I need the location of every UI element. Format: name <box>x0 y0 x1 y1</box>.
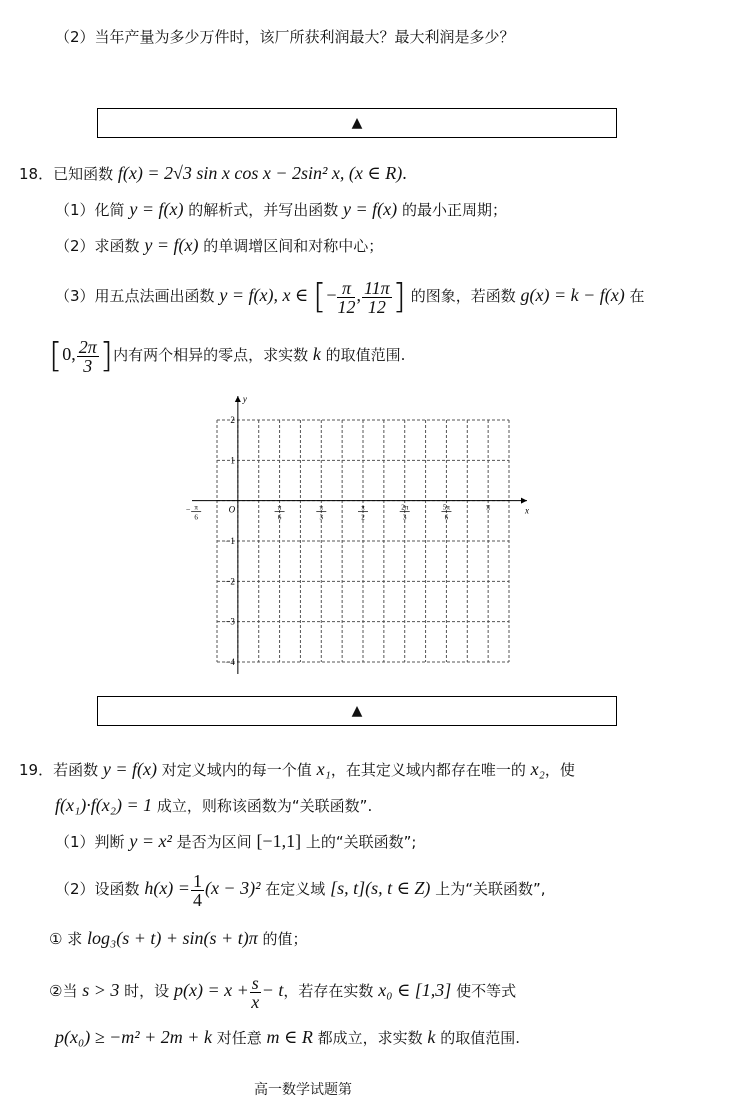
q19-sub2 <box>49 968 516 1013</box>
q18-part2-f: y = f(x) <box>144 235 199 255</box>
q19-sub2-c: ，若存在实数 <box>283 982 374 1000</box>
q18-part3-d: 内有两个相异的零点，求实数 <box>113 346 309 364</box>
q18-part3-c: 在 <box>629 287 645 305</box>
q18-part2-b: 的单调增区间和对称中心； <box>203 237 384 255</box>
x-tick-label: 6 <box>277 513 282 522</box>
q19-part2-h-tail: (x − 3)² <box>204 878 261 898</box>
q19-part2-b: 在定义域 <box>265 880 326 898</box>
q18-part1-a: （1）化简 <box>55 201 125 219</box>
q19-sub1-f: log₃(s + t) + sin(s + t)π <box>87 928 258 948</box>
y-axis-arrow-icon <box>235 396 241 402</box>
q19-sub2-a: ②当 <box>49 982 78 1000</box>
q19-stem-a: 若函数 <box>53 761 99 779</box>
answer-box-2[interactable] <box>97 696 617 726</box>
q19-stem-x1: x₁ <box>316 759 331 779</box>
q19-sub1-a: ① 求 <box>49 930 83 948</box>
q18-part1-f2: y = f(x) <box>343 199 398 219</box>
answer-marker-icon: ▲ <box>351 703 363 719</box>
q18-part3-e: 的取值范围. <box>325 346 406 364</box>
q19-stem-b: 对定义域内的每一个值 <box>161 761 312 779</box>
q19-part2-c: 上为“关联函数”, <box>435 880 546 898</box>
interval-close-bracket: ] <box>392 277 406 317</box>
q18-part1 <box>55 198 507 221</box>
q18-part1-b: 的解析式，并写出函数 <box>188 201 339 219</box>
frac-right: $\frac{11\pi}{12}$ <box>363 277 390 317</box>
q19-sub2-b: 时，设 <box>124 982 170 1000</box>
grid-lines <box>217 420 509 662</box>
y-tick-label: −4 <box>225 657 235 667</box>
interval2-close-bracket: ] <box>99 336 114 376</box>
tick-labels <box>186 394 529 667</box>
frac-2pi-3: $\frac{2\pi}{3}$ <box>78 336 97 376</box>
q18-stem-prefix: 已知函数 <box>53 165 114 183</box>
q18-stem-suffix: . <box>402 163 407 183</box>
axes <box>192 396 527 674</box>
q18-part1-c: 的最小正周期； <box>401 201 507 219</box>
q17-part2: （2）当年产量为多少万件时，该厂所获利润最大？最大利润是多少？ <box>55 28 515 46</box>
q18-part3-b: 的图象，若函数 <box>410 287 516 305</box>
q19-last-b: 对任意 <box>216 1029 262 1047</box>
q19-stem-d: ，使 <box>544 761 575 779</box>
q19-last-m: m ∈ R <box>266 1027 313 1047</box>
x-tick-label: 3 <box>402 513 407 522</box>
q18-part3-line2 <box>49 332 405 378</box>
q19-part1-int: [−1,1] <box>256 831 302 851</box>
q19-stem-x2: x₂ <box>530 759 545 779</box>
x-tick-label: π <box>319 503 324 512</box>
q19-part1-a: （1）判断 <box>55 833 125 851</box>
answer-marker-icon: ▲ <box>351 115 363 131</box>
q19-stem <box>19 758 575 781</box>
y-tick-label: 1 <box>230 455 235 466</box>
q19-sub2-d: 使不等式 <box>456 982 517 1000</box>
frac-s-x: $\frac{s}{x}$ <box>251 972 260 1012</box>
x-axis-arrow-icon <box>521 498 527 504</box>
coordinate-grid <box>185 392 537 682</box>
q19-part2 <box>55 866 546 911</box>
q19-part2-h: h(x) = <box>144 878 190 898</box>
x-tick-label: π <box>486 502 491 512</box>
q18-part3-f: y = f(x), x ∈ <box>219 285 309 305</box>
x-tick-label: O <box>228 504 236 515</box>
q19-last-c: 都成立，求实数 <box>317 1029 423 1047</box>
x-axis-label: x <box>525 505 529 516</box>
answer-box-1[interactable] <box>97 108 617 138</box>
interval-open-bracket: [ <box>313 277 327 317</box>
q19-part1 <box>55 830 416 853</box>
q19-last-f: p(x₀) ≥ −m² + 2m + k <box>55 1027 212 1047</box>
q19-last-d: 的取值范围. <box>440 1029 520 1047</box>
q19-stem2-b: 成立，则称该函数为“关联函数”. <box>156 797 373 815</box>
q19-part2-dom: [s, t](s, t ∈ Z) <box>330 878 431 898</box>
q19-part1-b: 是否为区间 <box>176 833 252 851</box>
q18-part3-k: k <box>312 344 321 364</box>
x-tick-label: 5π <box>442 503 450 512</box>
y-tick-label: −2 <box>225 576 235 587</box>
x-tick-label: 6 <box>444 513 449 522</box>
q19-stem2-f: f(x₁)·f(x₂) = 1 <box>55 795 153 815</box>
x-tick-label: 3 <box>319 513 324 522</box>
q19-last <box>55 1026 520 1049</box>
q19-number: 19． <box>19 761 54 779</box>
q18-part2 <box>55 234 383 257</box>
q19-part1-c: 上的“关联函数”; <box>305 833 417 851</box>
interval2-open-bracket: [ <box>49 336 63 376</box>
x-tick-label: 2π <box>401 503 409 512</box>
q19-sub2-x0: x₀ ∈ [1,3] <box>378 980 452 1000</box>
q19-stem-f: y = f(x) <box>102 759 158 779</box>
q19-stem-c: ，在其定义域内都存在唯一的 <box>330 761 526 779</box>
y-tick-label: −1 <box>225 536 235 546</box>
q19-sub1-b: 的值； <box>262 930 308 948</box>
q18-part1-f1: y = f(x) <box>129 199 184 219</box>
q19-sub2-cond: s > 3 <box>82 980 120 1000</box>
frac-1-4: $\frac{1}{4}$ <box>192 870 202 910</box>
x-tick-label: π <box>361 503 365 512</box>
q18-part3-g: g(x) = k − f(x) <box>520 285 625 305</box>
q19-stem-line2 <box>55 794 372 817</box>
x-tick-label: π <box>277 503 282 512</box>
q19-part1-f: y = x² <box>129 831 172 851</box>
q19-sub2-p: p(x) = x + <box>173 980 249 1000</box>
q18-stem-formula: f(x) = 2√3 sin x cos x − 2sin² x, (x ∈ R) <box>117 163 403 183</box>
x-tick-label: 2 <box>361 513 365 522</box>
interval2-zero: 0, <box>62 344 76 364</box>
q18-part3: （3）用五点法画出函数 y = f(x), x ∈ [− $\frac{\pi}{12}$ , $\frac{11\pi}{12}$ ] 的图象，若函数 g(x) = k − f(x) 在 <box>55 277 645 317</box>
q19-part2-a: （2）设函数 <box>55 880 140 898</box>
x-tick-label: 6 <box>194 513 198 522</box>
x-tick-label: π <box>194 503 198 512</box>
q19-sub1 <box>49 927 308 950</box>
q18-part3-a: （3）用五点法画出函数 <box>55 287 215 305</box>
q19-last-k: k <box>427 1027 436 1047</box>
x-tick-label: − <box>185 505 191 515</box>
q18-part2-a: （2）求函数 <box>55 237 140 255</box>
y-tick-label: −3 <box>225 616 235 627</box>
y-tick-label: 2 <box>230 415 235 425</box>
page-footer: 高一数学试题第 <box>254 1082 352 1098</box>
frac-left: $\frac{\pi}{12}$ <box>337 277 356 317</box>
q19-sub2-p-tail: − t <box>261 980 284 1000</box>
y-axis-label: y <box>242 394 247 404</box>
q18-number: 18． <box>19 165 54 183</box>
q18-stem <box>19 162 407 185</box>
